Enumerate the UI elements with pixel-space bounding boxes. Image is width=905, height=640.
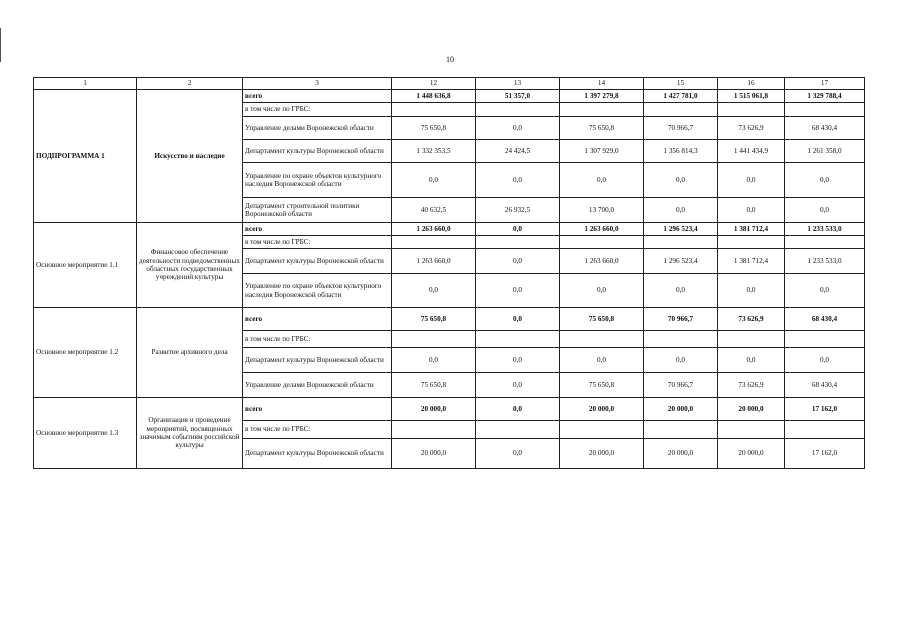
value-cell [476,103,560,117]
value-cell: 1 448 636,8 [392,90,476,103]
value-cell: 0,0 [644,274,718,308]
value-cell: 20 000,0 [644,439,718,469]
header-cell: 17 [785,78,865,90]
value-cell: 0,0 [476,373,560,398]
table-row [34,398,865,421]
grbs-label-cell: Департамент культуры Воронежской области [243,140,392,163]
value-cell: 75 650,8 [392,117,476,140]
value-cell: 1 427 781,0 [644,90,718,103]
program-code-cell: ПОДПРОГРАММА 1 [34,90,137,223]
value-cell: 0,0 [476,223,560,236]
value-cell: 0,0 [644,163,718,198]
header-cell: 1 [34,78,137,90]
value-cell: 0,0 [476,249,560,274]
value-cell [644,103,718,117]
value-cell: 1 263 660,0 [392,223,476,236]
value-cell: 20 000,0 [560,439,644,469]
value-cell: 0,0 [785,348,865,373]
grbs-label-cell: Департамент культуры Воронежской области [243,439,392,469]
value-cell: 0,0 [476,117,560,140]
total-label-cell: всего [243,90,392,103]
value-cell: 1 263 660,0 [392,249,476,274]
value-cell: 1 515 061,8 [718,90,785,103]
value-cell: 70 966,7 [644,308,718,331]
value-cell: 0,0 [476,348,560,373]
grbs-label-cell: в том числе по ГРБС: [243,421,392,439]
table-row [34,308,865,331]
value-cell: 1 307 929,0 [560,140,644,163]
value-cell: 68 430,4 [785,117,865,140]
value-cell: 0,0 [718,198,785,223]
value-cell: 1 356 814,3 [644,140,718,163]
program-code-cell: Основное мероприятие 1.3 [34,398,137,469]
grbs-label-cell: Департамент строительной политики Воронежской области [243,198,392,223]
grbs-label-cell: Департамент культуры Воронежской области [243,249,392,274]
value-cell: 73 626,9 [718,373,785,398]
value-cell: 0,0 [392,163,476,198]
value-cell [718,331,785,348]
value-cell: 73 626,9 [718,117,785,140]
value-cell: 0,0 [785,274,865,308]
total-label-cell: всего [243,308,392,331]
grbs-label-cell: в том числе по ГРБС: [243,331,392,348]
value-cell [718,421,785,439]
value-cell: 17 162,0 [785,439,865,469]
value-cell: 0,0 [476,274,560,308]
grbs-label-cell: Управление по охране объектов культурного наследия Воронежской области [243,163,392,198]
value-cell [560,236,644,249]
value-cell [560,421,644,439]
value-cell [785,236,865,249]
value-cell: 75 650,8 [560,308,644,331]
value-cell [476,236,560,249]
grbs-label-cell: Управление по охране объектов культурного наследия Воронежской области [243,274,392,308]
value-cell [644,421,718,439]
header-cell: 16 [718,78,785,90]
value-cell: 0,0 [476,163,560,198]
value-cell: 0,0 [560,163,644,198]
value-cell [718,103,785,117]
value-cell: 1 263 660,0 [560,249,644,274]
value-cell [392,331,476,348]
value-cell [785,103,865,117]
value-cell: 17 162,0 [785,398,865,421]
header-cell: 2 [137,78,243,90]
value-cell: 70 966,7 [644,373,718,398]
program-name-cell: Развитие архивного дела [137,308,243,398]
value-cell: 20 000,0 [560,398,644,421]
program-name-cell: Организация и проведение мероприятий, посвященных значимым событиям российской культуры [137,398,243,469]
header-row [34,78,865,90]
table-row [34,223,865,236]
value-cell: 75 650,8 [560,117,644,140]
value-cell [785,331,865,348]
total-label-cell: всего [243,398,392,421]
value-cell: 0,0 [560,274,644,308]
value-cell: 13 700,0 [560,198,644,223]
value-cell: 0,0 [476,308,560,331]
value-cell: 75 650,8 [392,308,476,331]
total-label-cell: всего [243,223,392,236]
value-cell [392,236,476,249]
value-cell [392,103,476,117]
value-cell: 1 329 788,4 [785,90,865,103]
value-cell: 0,0 [392,348,476,373]
value-cell: 20 000,0 [392,439,476,469]
value-cell: 1 233 533,0 [785,249,865,274]
value-cell: 20 000,0 [392,398,476,421]
value-cell: 26 932,5 [476,198,560,223]
value-cell: 0,0 [718,348,785,373]
value-cell: 20 000,0 [718,439,785,469]
value-cell: 68 430,4 [785,308,865,331]
program-name-cell: Искусство и наследие [137,90,243,223]
value-cell: 1 381 712,4 [718,249,785,274]
value-cell [785,421,865,439]
value-cell [560,331,644,348]
value-cell [560,103,644,117]
value-cell [644,331,718,348]
value-cell: 0,0 [785,163,865,198]
grbs-label-cell: Департамент культуры Воронежской области [243,348,392,373]
grbs-label-cell: Управление делами Воронежской области [243,117,392,140]
scan-edge-mark [0,28,1,62]
value-cell [392,421,476,439]
value-cell [718,236,785,249]
header-cell: 13 [476,78,560,90]
value-cell [644,236,718,249]
header-cell: 14 [560,78,644,90]
value-cell: 51 357,0 [476,90,560,103]
table-row [34,90,865,103]
budget-table [33,77,865,469]
value-cell: 0,0 [560,348,644,373]
value-cell: 68 430,4 [785,373,865,398]
value-cell: 20 000,0 [644,398,718,421]
value-cell: 1 332 353,5 [392,140,476,163]
page-number: 10 [446,55,454,64]
value-cell: 0,0 [476,439,560,469]
value-cell: 1 261 358,0 [785,140,865,163]
program-name-cell: Финансовое обеспечение деятельности подведомственных областных государственных учреждений культуры [137,223,243,308]
header-cell: 12 [392,78,476,90]
value-cell: 73 626,9 [718,308,785,331]
value-cell: 1 296 523,4 [644,249,718,274]
value-cell: 1 381 712,4 [718,223,785,236]
value-cell: 75 650,8 [392,373,476,398]
program-code-cell: Основное мероприятие 1.2 [34,308,137,398]
value-cell: 0,0 [718,274,785,308]
header-cell: 3 [243,78,392,90]
value-cell: 24 424,5 [476,140,560,163]
program-code-cell: Основное мероприятие 1.1 [34,223,137,308]
value-cell: 40 632,5 [392,198,476,223]
value-cell: 1 233 533,0 [785,223,865,236]
grbs-label-cell: Управление делами Воронежской области [243,373,392,398]
value-cell: 0,0 [644,198,718,223]
value-cell [476,331,560,348]
value-cell: 0,0 [644,348,718,373]
value-cell: 1 296 523,4 [644,223,718,236]
value-cell: 75 650,8 [560,373,644,398]
grbs-label-cell: в том числе по ГРБС: [243,236,392,249]
value-cell: 1 441 434,9 [718,140,785,163]
value-cell [476,421,560,439]
value-cell: 0,0 [392,274,476,308]
value-cell: 70 966,7 [644,117,718,140]
grbs-label-cell: в том числе по ГРБС: [243,103,392,117]
value-cell: 1 263 660,0 [560,223,644,236]
value-cell: 0,0 [785,198,865,223]
header-cell: 15 [644,78,718,90]
value-cell: 0,0 [718,163,785,198]
value-cell: 0,0 [476,398,560,421]
value-cell: 20 000,0 [718,398,785,421]
value-cell: 1 397 279,8 [560,90,644,103]
